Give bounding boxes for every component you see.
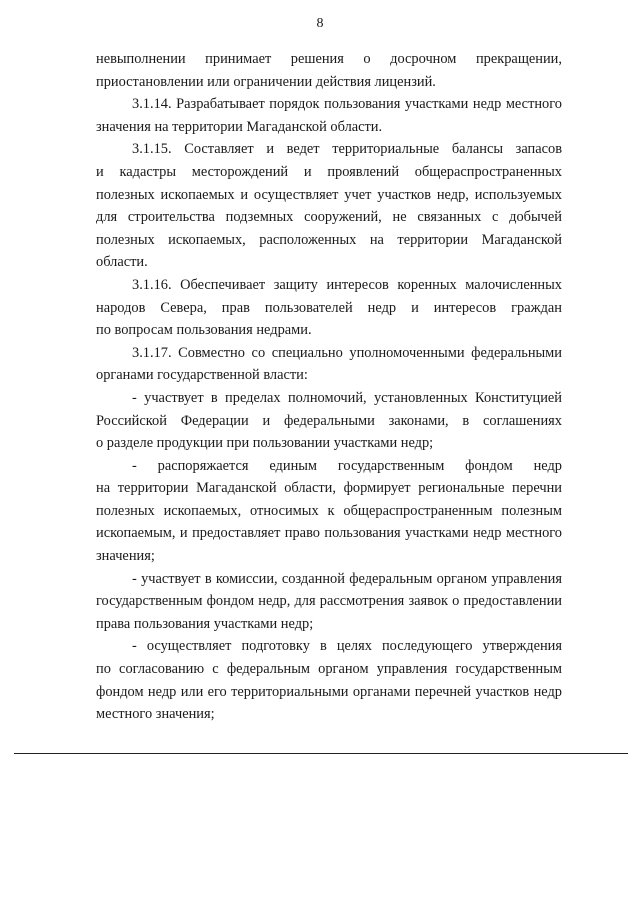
text-line: - осуществляет подготовку в целях последующего утверждения <box>132 638 562 655</box>
text-line: народов Севера, прав пользователей недр и интересов граждан <box>96 299 562 316</box>
text-line: ископаемым, и предоставляет право пользования участками недр местного <box>96 525 562 542</box>
text-line: по согласованию с федеральным органом управления государственным <box>96 661 562 678</box>
footer-divider <box>14 753 628 754</box>
page-number: 8 <box>316 16 324 31</box>
paragraph <box>96 635 562 725</box>
paragraph <box>96 568 562 636</box>
text-line: области. <box>96 254 148 271</box>
paragraph <box>96 93 562 138</box>
text-line: права пользования участками недр; <box>96 615 314 632</box>
text-line: значения; <box>96 548 155 565</box>
text-line: государственным фондом недр, для рассмотрения заявок о предоставлении <box>96 593 562 610</box>
text-line: полезных ископаемых, расположенных на территории Магаданской <box>96 231 562 248</box>
paragraph <box>96 455 562 568</box>
text-line: местного значения; <box>96 706 215 723</box>
paragraph <box>96 138 562 274</box>
text-line: - распоряжается единым государственным фондом недр <box>132 457 562 474</box>
text-line: по вопросам пользования недрами. <box>96 322 312 339</box>
text-line: органами государственной власти: <box>96 367 308 384</box>
text-line: 3.1.14. Разрабатывает порядок пользования участками недр местного <box>132 96 562 113</box>
paragraph <box>96 48 562 93</box>
text-line: 3.1.16. Обеспечивает защиту интересов коренных малочисленных <box>132 276 562 293</box>
text-line: полезных ископаемых и осуществляет учет участков недр, используемых <box>96 186 562 203</box>
text-line: значения на территории Магаданской области. <box>96 118 383 135</box>
text-line: для строительства подземных сооружений, не связанных с добычей <box>96 209 562 226</box>
text-line: невыполнении принимает решения о досрочном прекращении, <box>96 51 562 67</box>
document-body <box>96 48 562 726</box>
text-line: Российской Федерации и федеральными законами, в соглашениях <box>96 412 562 429</box>
paragraph <box>96 387 562 455</box>
text-line: 3.1.15. Составляет и ведет территориальные балансы запасов <box>132 141 562 158</box>
text-line: и кадастры месторождений и проявлений общераспространенных <box>96 163 562 180</box>
text-line: фондом недр или его территориальными органами перечней участков недр <box>96 683 562 700</box>
paragraph <box>96 274 562 342</box>
text-line: на территории Магаданской области, формирует региональные перечни <box>96 480 562 497</box>
text-line: полезных ископаемых, относимых к общераспространенным полезным <box>96 502 562 519</box>
text-line: приостановлении или ограничении действия лицензий. <box>96 73 436 90</box>
text-line: - участвует в комиссии, созданной федеральным органом управления <box>132 570 562 587</box>
text-line: 3.1.17. Совместно со специально уполномоченными федеральными <box>132 344 562 361</box>
paragraph <box>96 342 562 387</box>
text-line: - участвует в пределах полномочий, установленных Конституцией <box>132 389 562 406</box>
text-line: о разделе продукции при пользовании участками недр; <box>96 435 434 452</box>
